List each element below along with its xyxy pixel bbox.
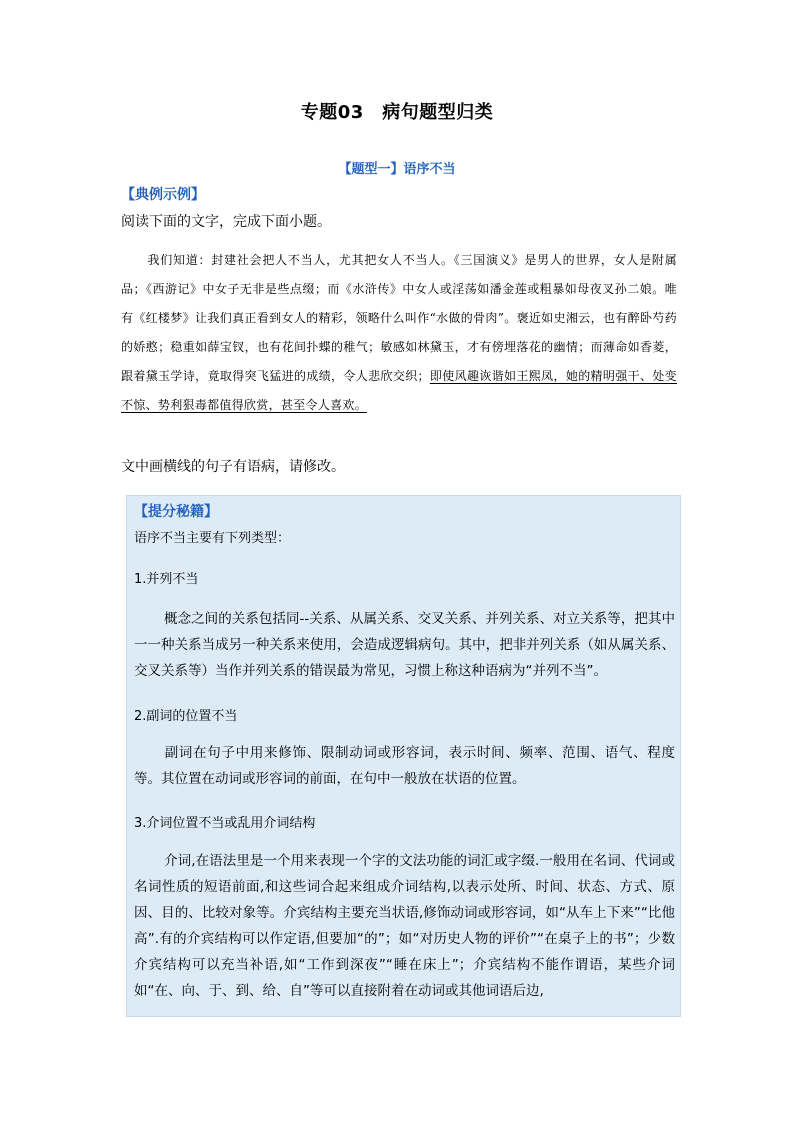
reading-passage xyxy=(121,246,677,420)
page-title: 专题03 病句题型归类 xyxy=(300,102,494,123)
instruction-text: 阅读下面的文字，完成下面小题。 xyxy=(121,214,331,230)
example-label: 【典例示例】 xyxy=(121,187,205,203)
section-body: 副词在句子中用来修饰、限制动词或形容词，表示时间、频率、范围、语气、程度等。其位置在动词或形容词的前面，在句中一般放在状语的位置。 xyxy=(134,745,675,787)
section-heading: 2.副词的位置不当 xyxy=(134,709,238,724)
section-body: 概念之间的关系包括同--关系、从属关系、交叉关系、并列关系、对立关系等，把其中一一种关系当成另一种关系来使用，会造成逻辑病句。其中，把非并列关系（如从属关系、交叉关系等）当作并列关系的错误最为常见，习惯上称这种语病为“并列不当”。 xyxy=(134,611,675,679)
type-heading: 【题型一】语序不当 xyxy=(338,162,456,177)
tips-box xyxy=(126,495,681,1017)
tips-intro: 语序不当主要有下列类型： xyxy=(134,531,291,546)
question-text: 文中画横线的句子有语病，请修改。 xyxy=(121,459,345,475)
passage-text: 我们知道：封建社会把人不当人，尤其把女人不当人。《三国演义》是男人的世界，女人是附属品；《西游记》中女子无非是些点缀；而《水浒传》中女人或淫荡如潘金莲或粗暴如母夜叉孙二娘。唯有《红楼梦》让我们真正看到女人的精彩，领略什么叫作“水做的骨肉”。褒近如史湘云，也有醉卧芍药的娇憨；稳重如薛宝钗，也有花间扑蝶的稚气；敏感如林黛玉，才有傍埋落花的幽情；而薄命如香菱，跟着黛玉学诗，竟取得突飞猛进的成绩，令人悲欣交织； xyxy=(121,253,677,383)
section-body: 介词,在语法里是一个用来表现一个字的文法功能的词汇或字缀.一般用在名词、代词或名词性质的短语前面,和这些词合起来组成介词结构,以表示处所、时间、状态、方式、原因、目的、比较对象等。介宾结构主要充当状语,修饰动词或形容词，如“从车上下来”“比他高”.有的介宾结构可以作定语,但要加“的”；如“对历史人物的评价”“在桌子上的书”；少数介宾结构可以充当补语,如“工作到深夜”“睡在床上”；介宾结构不能作谓语，某些介词如“在、向、于、到、给、自”等可以直接附着在动词或其他词语后边, xyxy=(134,853,675,999)
section-heading: 3.介词位置不当或乱用介词结构 xyxy=(134,816,316,831)
tips-label: 【提分秘籍】 xyxy=(134,504,218,520)
section-heading: 1.并列不当 xyxy=(134,572,199,587)
underlined-sentence: 即使风趣诙谐如王熙凤，她的精明强干、处变不惊、势利狠毒都值得欣赏，甚至令人喜欢。 xyxy=(121,369,677,412)
